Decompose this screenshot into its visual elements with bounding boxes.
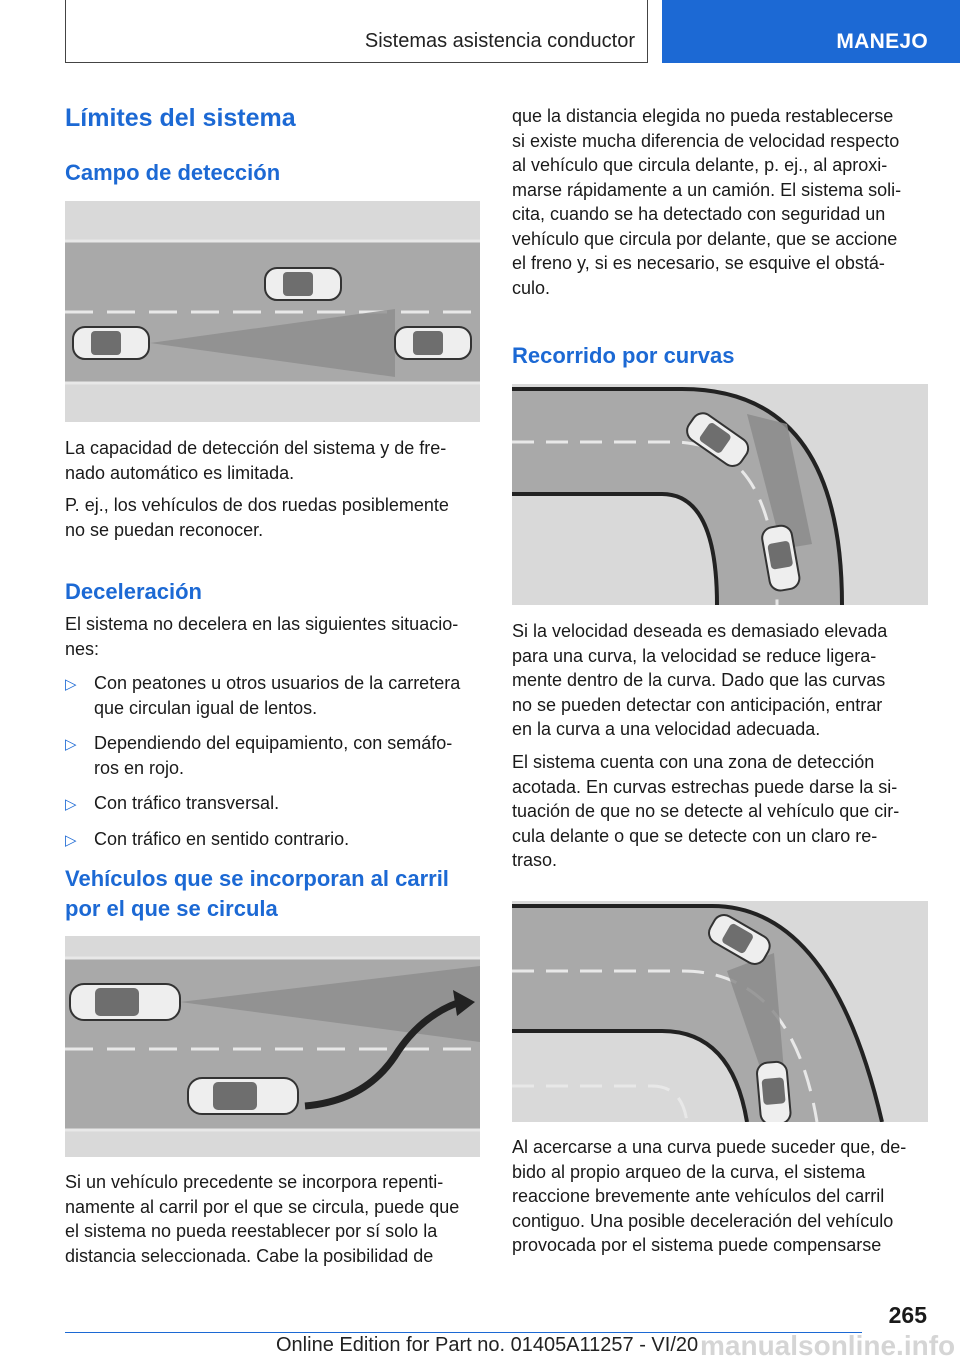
- curvas-p1-line2: para una curva, la velocidad se reduce ligera-: [512, 645, 877, 666]
- bullet-2-line1: Dependiendo del equipamiento, con semáfo-: [94, 733, 453, 753]
- bullet-2-line2: ros en rojo.: [94, 757, 185, 778]
- figure-curve-speed: [512, 384, 928, 605]
- header-section-title: Sistemas asistencia conductor: [364, 30, 635, 52]
- heading-campo-deteccion: Campo de detección: [65, 160, 281, 185]
- incorporan-line3: el sistema no pueda reestablecer por sí solo la: [65, 1221, 438, 1241]
- bullet-1-line2: que circulan igual de lentos.: [94, 697, 318, 718]
- list-item: [65, 827, 480, 852]
- chapter-tab-label: MANEJO: [836, 30, 928, 53]
- cont-line-1: que la distancia elegida no pueda restablecerse: [512, 106, 894, 126]
- header-section-box: [65, 0, 648, 63]
- car-merging-icon: [188, 1078, 298, 1114]
- campo-p2-line1: P. ej., los vehículos de dos ruedas posiblemente: [65, 495, 449, 515]
- curvas-paragraph-2: [512, 750, 932, 873]
- chapter-tab[interactable]: [662, 0, 960, 63]
- heading-deceleracion: Deceleración: [65, 579, 202, 604]
- incorporan-line2: namente al carril por el que se circula, puede que: [65, 1196, 460, 1217]
- triangle-bullet-icon: ▷: [65, 796, 77, 813]
- car-ahead-icon: [395, 327, 471, 359]
- bullet-4-line1: Con tráfico en sentido contrario.: [94, 828, 350, 849]
- curvas-p2-line3: tuación de que no se detecte al vehículo que cir-: [512, 801, 900, 821]
- list-item: [65, 671, 480, 720]
- car-ego-icon: [73, 327, 149, 359]
- triangle-bullet-icon: ▷: [65, 676, 77, 693]
- curvas-p1-line5: en la curva a una velocidad adecuada.: [512, 719, 821, 739]
- decel-bullet-list: [65, 671, 480, 862]
- curvas-p3-line1: Al acercarse a una curva puede suceder que, de-: [512, 1137, 907, 1157]
- incorporan-paragraph: [65, 1170, 485, 1268]
- curvas-paragraph-3: [512, 1135, 932, 1258]
- curvas-paragraph-1: [512, 619, 932, 742]
- decel-intro-line2: nes:: [65, 638, 100, 659]
- heading-incorporan-line1: Vehículos que se incorporan al carril: [65, 866, 449, 891]
- bullet-3-line1: Con tráfico transversal.: [94, 793, 280, 813]
- page-number: 265: [888, 1302, 927, 1328]
- cont-line-6: vehículo que circula por delante, que se accione: [512, 228, 898, 249]
- continuation-paragraph: [512, 104, 932, 300]
- curvas-p2-line1: El sistema cuenta con una zona de detección: [512, 752, 875, 772]
- cont-line-8: culo.: [512, 277, 551, 298]
- curvas-p3-line5: provocada por el sistema puede compensarse: [512, 1235, 882, 1255]
- curvas-p2-line5: traso.: [512, 850, 558, 870]
- curvas-p3-line4: contiguo. Una posible deceleración del vehículo: [512, 1210, 894, 1231]
- campo-p1-line1: La capacidad de detección del sistema y de fre-: [65, 438, 447, 458]
- list-item: [65, 731, 480, 780]
- cont-line-7: el freno y, si es necesario, se esquive el obstá-: [512, 253, 885, 273]
- car-ego-icon: [70, 984, 180, 1020]
- car-curve-ego-icon: [756, 1061, 791, 1122]
- triangle-bullet-icon: ▷: [65, 831, 77, 849]
- figure-curve-adjacent: [512, 901, 928, 1122]
- incorporan-line4: distancia seleccionada. Cabe la posibilidad de: [65, 1245, 434, 1266]
- campo-paragraph-2: [65, 493, 480, 542]
- campo-paragraph-1: [65, 436, 480, 485]
- curvas-p2-line2: acotada. En curvas estrechas puede darse la si-: [512, 776, 898, 797]
- car-front-icon: [265, 268, 341, 300]
- decel-intro: [65, 612, 480, 661]
- curvas-p3-line3: reaccione brevemente ante vehículos del carril: [512, 1186, 885, 1206]
- heading-incorporan-line2: por el que se circula: [65, 896, 278, 921]
- list-item: [65, 791, 480, 816]
- footer-edition: Online Edition for Part no. 01405A11257 - VI/20: [276, 1334, 699, 1356]
- campo-p1-line2: nado automático es limitada.: [65, 462, 295, 483]
- cont-line-5: cita, cuando se ha detectado con seguridad un: [512, 204, 886, 224]
- curvas-p1-line3: mente dentro de la curva. Dado que las curvas: [512, 670, 886, 690]
- cont-line-3: al vehículo que circula delante, p. ej., al aproxi-: [512, 155, 888, 175]
- curvas-p1-line4: no se pueden detectar con anticipación, entrar: [512, 694, 883, 715]
- figure-cut-in: [65, 936, 480, 1157]
- curvas-p1-line1: Si la velocidad deseada es demasiado elevada: [512, 621, 888, 641]
- page-title: Límites del sistema: [65, 104, 296, 132]
- curvas-p2-line4: cula delante o que se detecte con un claro re-: [512, 825, 878, 846]
- decel-intro-line1: El sistema no decelera en las siguientes situacio-: [65, 614, 459, 634]
- heading-recorrido-curvas: Recorrido por curvas: [512, 343, 735, 368]
- incorporan-line1: Si un vehículo precedente se incorpora repenti-: [65, 1172, 444, 1192]
- figure-detection-field: [65, 201, 480, 422]
- bullet-1-line1: Con peatones u otros usuarios de la carretera: [94, 673, 461, 693]
- triangle-bullet-icon: ▷: [65, 736, 77, 753]
- watermark-logo: manualsonline.info: [700, 1330, 956, 1361]
- curvas-p3-line2: bido al propio arqueo de la curva, el sistema: [512, 1161, 866, 1182]
- cont-line-2: si existe mucha diferencia de velocidad respecto: [512, 130, 900, 151]
- heading-vehiculos-incorporan: [65, 864, 485, 924]
- cont-line-4: marse rápidamente a un camión. El sistema soli-: [512, 179, 902, 200]
- campo-p2-line2: no se puedan reconocer.: [65, 519, 264, 540]
